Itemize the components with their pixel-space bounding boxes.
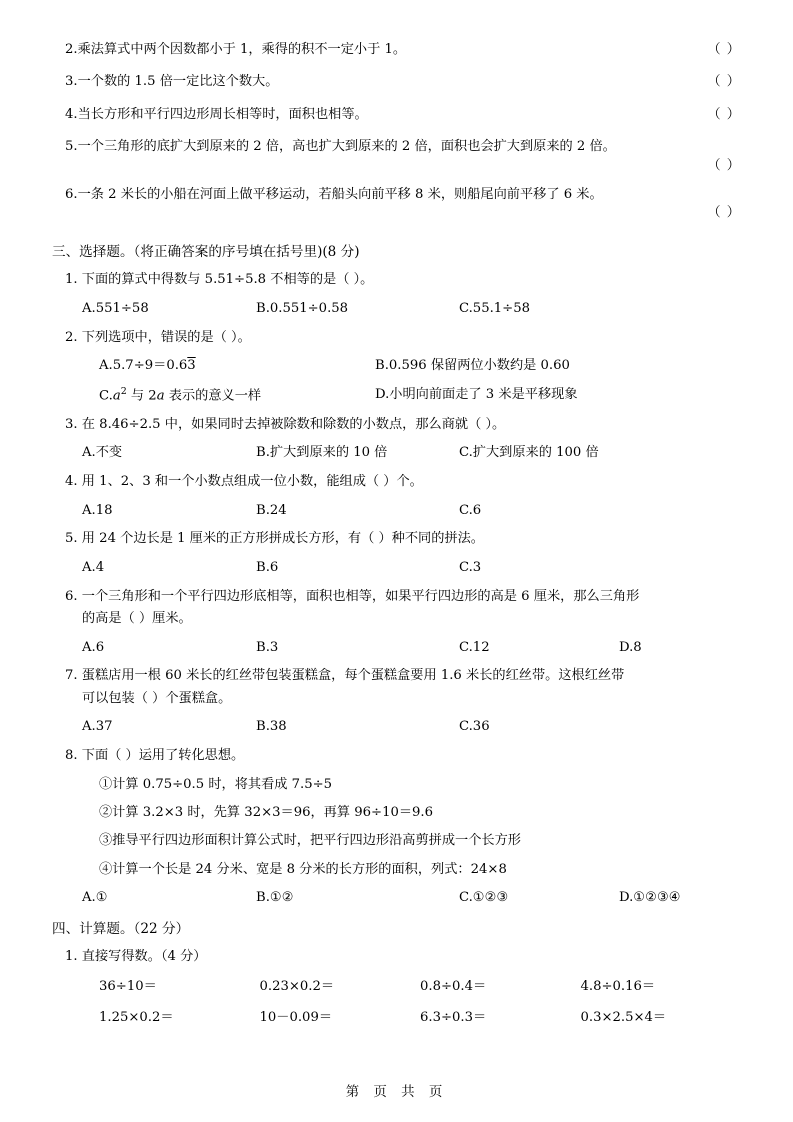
question-text: 用 24 个边长是 1 厘米的正方形拼成长方形，有（ ）种不同的拼法。 — [81, 531, 484, 547]
question-text: 用 1、2、3 和一个小数点组成一位小数，能组成（ ）个。 — [81, 474, 423, 490]
question-number: 6. — [65, 588, 78, 604]
truefalse-item — [52, 72, 741, 92]
calc-subsection-title — [52, 947, 741, 967]
question-subitem: ③推导平行四边形面积计算公式时，把平行四边形沿高剪拼成一个长方形 — [99, 833, 521, 849]
section-heading: 三、选择题。（将正确答案的序号填在括号里)(8 分) — [52, 244, 360, 261]
item-text: 乘法算式中两个因数都小于 1，乘得的积不一定小于 1。 — [77, 42, 407, 57]
question-subitem: ①计算 0.75÷0.5 时，将其看成 7.5÷5 — [99, 776, 333, 792]
page-footer: 第 页 共 页 — [345, 1084, 448, 1100]
option-a[interactable]: A.551÷58 — [82, 300, 149, 316]
item-number: 4. — [65, 106, 78, 122]
item-text: 一个数的 1.5 倍一定比这个数大。 — [77, 74, 279, 90]
answer-paren[interactable]: （ ） — [707, 42, 741, 57]
question-stem — [52, 587, 741, 607]
item-number: 6. — [65, 186, 78, 202]
option-a[interactable]: A.6 — [82, 639, 105, 655]
question-number: 7. — [65, 668, 78, 684]
question-stem — [52, 270, 741, 290]
calc-item[interactable]: 0.8÷0.4＝ — [420, 978, 487, 994]
question-stem — [52, 746, 741, 766]
calc-item[interactable]: 10－0.09＝ — [259, 1009, 333, 1025]
question-number: 1. — [65, 272, 78, 288]
answer-paren[interactable]: （ ） — [707, 74, 741, 90]
option-c[interactable]: C.36 — [459, 719, 490, 735]
answer-paren[interactable]: （ ） — [707, 106, 741, 122]
answer-paren[interactable]: （ ） — [707, 157, 741, 173]
calc-item[interactable]: 1.25×0.2＝ — [99, 1009, 174, 1025]
option-row — [52, 888, 741, 908]
question-subitem: ②计算 3.2×3 时，先算 32×3＝96，再算 96÷10＝9.6 — [99, 805, 434, 821]
option-a[interactable]: A.18 — [82, 502, 113, 518]
question-number: 2. — [65, 329, 78, 345]
item-text: 一个三角形的底扩大到原来的 2 倍，高也扩大到原来的 2 倍，面积也会扩大到原来的 2 倍。 — [77, 139, 616, 155]
option-d[interactable]: D.8 — [619, 639, 642, 655]
option-row — [52, 717, 741, 737]
option-c[interactable]: C.6 — [459, 502, 482, 518]
option-c[interactable]: C.12 — [459, 639, 490, 655]
question-stem — [52, 529, 741, 549]
question-text: 下列选项中，错误的是（ ）。 — [81, 329, 251, 345]
option-c[interactable]: C.55.1÷58 — [459, 300, 531, 316]
item-number: 3. — [65, 74, 78, 90]
option-b[interactable]: B.0.551÷0.58 — [256, 300, 349, 316]
option-b[interactable]: B.3 — [256, 639, 279, 655]
truefalse-item — [52, 40, 741, 60]
answer-paren[interactable]: （ ） — [707, 205, 741, 221]
question-text: 蛋糕店用一根 60 米长的红丝带包装蛋糕盒，每个蛋糕盒要用 1.6 米长的红丝带。这根红丝带 — [81, 668, 625, 684]
question-stem — [52, 472, 741, 492]
truefalse-item — [52, 137, 741, 157]
option-row — [52, 638, 741, 658]
option-row — [52, 385, 741, 406]
choice-section — [52, 240, 741, 908]
repeating-decimal-overline: 3 — [187, 357, 196, 373]
subsection-text: 直接写得数。（4 分） — [81, 949, 207, 965]
option-b[interactable]: B.扩大到原来的 10 倍 — [256, 445, 388, 461]
question-subitem: ④计算一个长是 24 分米、宽是 8 分米的长方形的面积，列式：24×8 — [99, 861, 507, 877]
calc-item[interactable]: 0.3×2.5×4＝ — [580, 1009, 667, 1025]
calc-item[interactable]: 0.23×0.2＝ — [259, 978, 335, 994]
question-stem — [52, 328, 741, 348]
truefalse-section — [52, 40, 741, 220]
item-number: 5. — [65, 139, 78, 155]
option-b[interactable]: B.24 — [256, 502, 287, 518]
option-c[interactable]: C.扩大到原来的 100 倍 — [459, 445, 599, 461]
question-stem — [52, 415, 741, 435]
item-text: 一条 2 米长的小船在河面上做平移运动，若船头向前平移 8 米，则船尾向前平移了 6 米。 — [77, 186, 603, 202]
calculation-section — [52, 917, 741, 1028]
calc-row — [52, 976, 741, 997]
option-c[interactable]: C.①②③ — [459, 890, 509, 906]
option-a[interactable]: A.① — [82, 890, 108, 906]
option-b[interactable]: B.0.596 保留两位小数约是 0.60 — [375, 357, 570, 373]
option-b[interactable]: B.38 — [256, 719, 287, 735]
option-row — [52, 501, 741, 521]
question-number: 3. — [65, 416, 78, 432]
option-row — [52, 299, 741, 319]
calc-row — [52, 1007, 741, 1028]
question-stem-line2: 可以包装（ ）个蛋糕盒。 — [82, 690, 232, 706]
subsection-number: 1. — [65, 949, 78, 965]
option-row — [52, 356, 741, 376]
question-number: 5. — [65, 531, 78, 547]
option-b[interactable]: B.①② — [256, 890, 294, 906]
option-d[interactable]: D.①②③④ — [619, 890, 681, 906]
question-stem — [52, 666, 741, 686]
question-text: 一个三角形和一个平行四边形底相等，面积也相等，如果平行四边形的高是 6 厘米，那么三角形 — [81, 588, 640, 604]
question-text: 在 8.46÷2.5 中，如果同时去掉被除数和除数的小数点，那么商就（ ）。 — [81, 416, 506, 432]
calc-item[interactable]: 36÷10＝ — [99, 978, 157, 994]
option-b[interactable]: B.6 — [256, 559, 279, 575]
truefalse-item — [52, 185, 741, 205]
option-a[interactable]: A.37 — [82, 719, 113, 735]
truefalse-item — [52, 105, 741, 125]
option-c[interactable]: C.3 — [459, 559, 482, 575]
option-a[interactable]: A.不变 — [82, 445, 123, 461]
item-text: 当长方形和平行四边形周长相等时，面积也相等。 — [77, 106, 368, 122]
question-text: 下面（ ）运用了转化思想。 — [81, 748, 245, 764]
option-c[interactable]: $C.a^2$ 与 2a 表示的意义一样 — [99, 385, 262, 404]
calc-item[interactable]: 6.3÷0.3＝ — [420, 1009, 487, 1025]
option-a[interactable]: A.5.7÷9＝0.63 — [99, 357, 196, 373]
option-row — [52, 443, 741, 463]
question-number: 8. — [65, 748, 78, 764]
calc-item[interactable]: 4.8÷0.16＝ — [580, 978, 656, 994]
option-row — [52, 558, 741, 578]
option-d[interactable]: D.小明向前面走了 3 米是平移现象 — [375, 386, 578, 402]
question-number: 4. — [65, 474, 78, 490]
question-text: 下面的算式中得数与 5.51÷5.8 不相等的是（ ）。 — [81, 272, 374, 288]
option-a[interactable]: A.4 — [82, 559, 105, 575]
section-heading: 四、计算题。（22 分） — [52, 921, 190, 938]
item-number: 2. — [65, 42, 78, 57]
question-stem-line2: 的高是（ ）厘米。 — [82, 611, 192, 627]
